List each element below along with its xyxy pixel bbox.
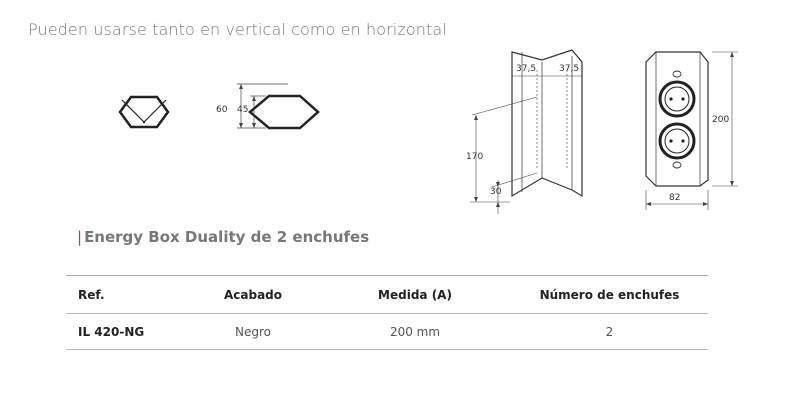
- intro-text: Pueden usarse tanto en vertical como en horizontal: [28, 20, 447, 39]
- side-dim-height-label: 170: [466, 152, 484, 162]
- section-title: [77, 228, 369, 246]
- cell-finish: Negro: [187, 314, 319, 350]
- hex-dim-outer-label: 60: [216, 105, 228, 115]
- hexagon-mount-icon: [120, 97, 168, 127]
- spec-table: [66, 275, 708, 350]
- cell-size: 200 mm: [319, 314, 511, 350]
- hexagon-dimension-drawing: [216, 84, 318, 128]
- side-view-drawing: [470, 50, 582, 214]
- column-header-size: Medida (A): [319, 276, 511, 314]
- side-dim-right-label: 37,5: [559, 64, 580, 74]
- cell-ref: IL 420-NG: [66, 314, 187, 350]
- column-header-ref: Ref.: [66, 276, 187, 314]
- front-dim-width-label: 82: [669, 193, 681, 203]
- section-title-text: Energy Box Duality de 2 enchufes: [84, 228, 370, 246]
- side-dim-bottom-label: 30: [490, 187, 502, 197]
- front-dim-height-label: 200: [712, 115, 730, 125]
- front-view-drawing: [646, 52, 738, 210]
- table-header-row: [66, 276, 708, 314]
- hex-dim-inner-label: 45: [237, 105, 249, 115]
- cell-sockets: 2: [511, 314, 708, 350]
- title-accent-bar: |: [77, 228, 83, 246]
- side-dim-left-label: 37,5: [516, 64, 537, 74]
- column-header-finish: Acabado: [187, 276, 319, 314]
- table-row: [66, 314, 708, 350]
- column-header-sockets: Número de enchufes: [511, 276, 708, 314]
